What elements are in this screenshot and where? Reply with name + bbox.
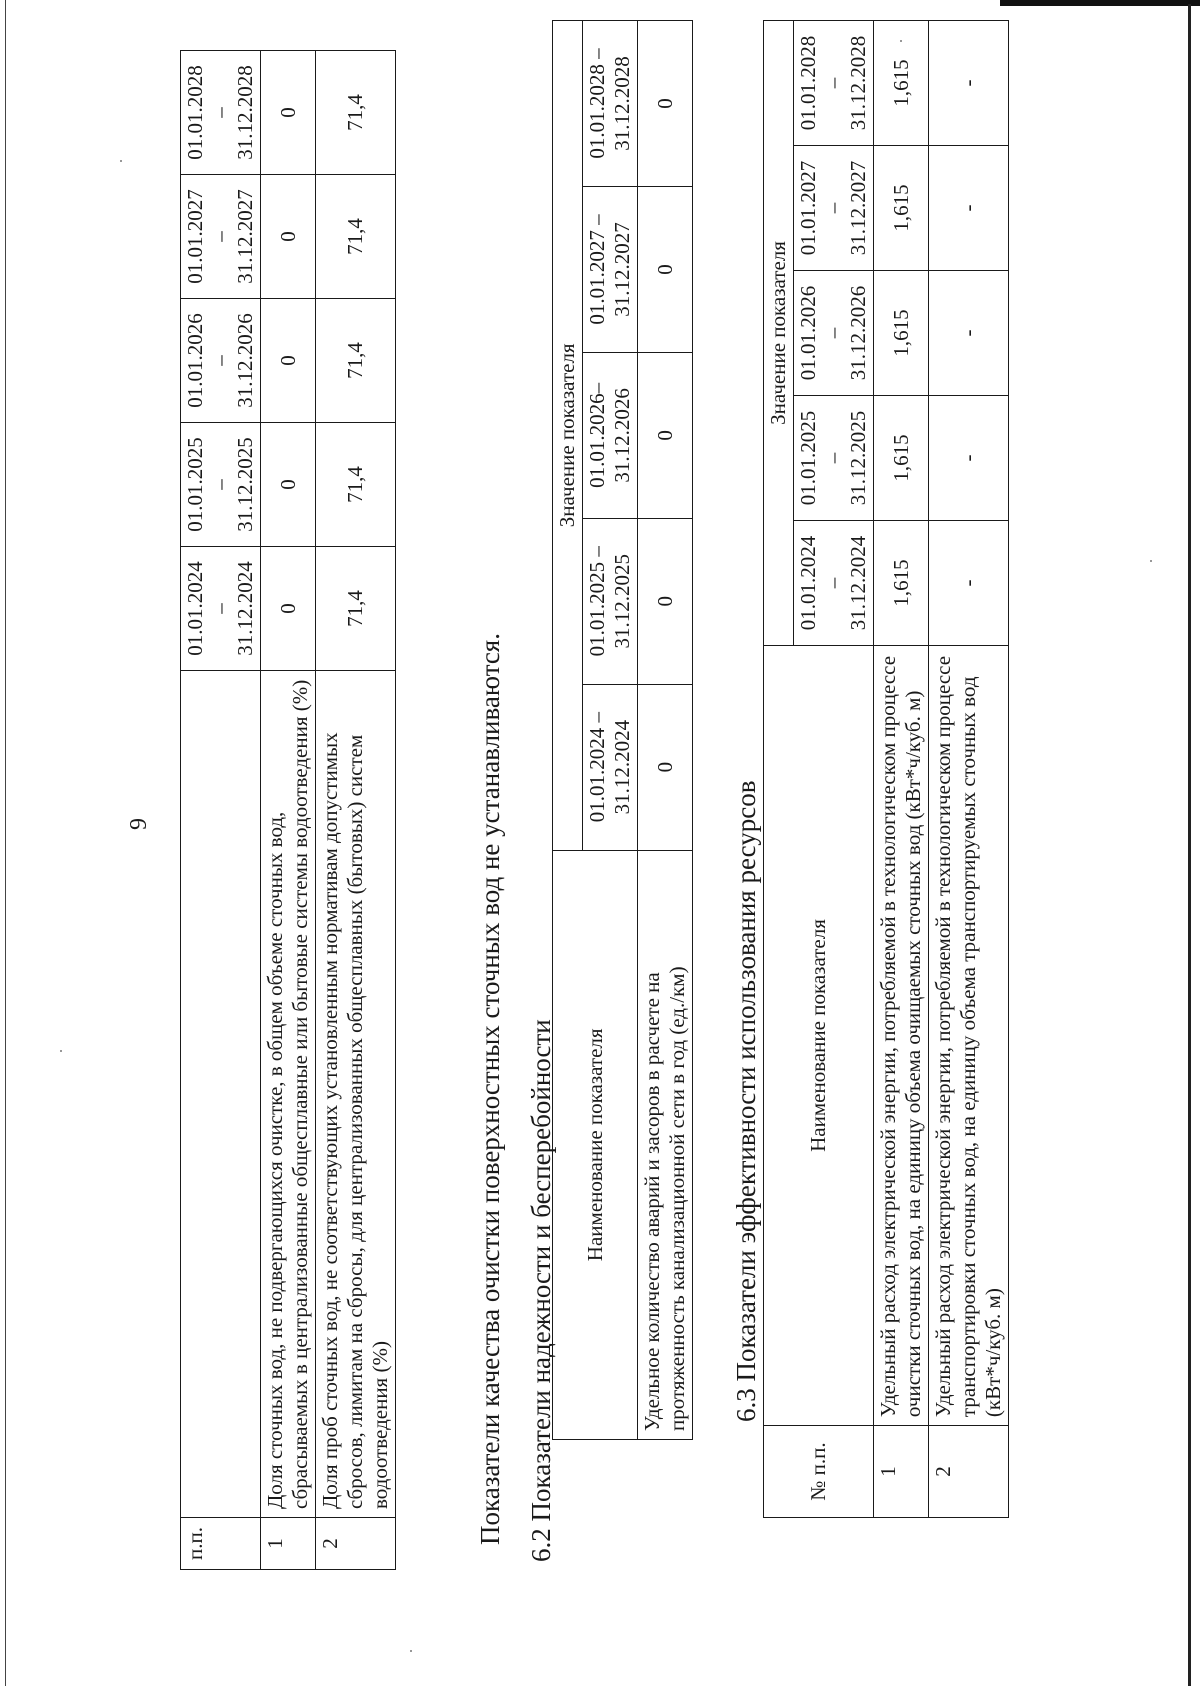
table-row xyxy=(874,21,929,1518)
column-header-num: п.п. xyxy=(181,1518,261,1570)
indicator-value: 71,4 xyxy=(316,299,396,423)
column-header-values: Значение показателя xyxy=(553,21,583,851)
table-efficiency-indicators xyxy=(763,20,1009,1518)
indicator-value: 0 xyxy=(638,684,693,850)
indicator-value: 0 xyxy=(638,352,693,518)
indicator-value: 0 xyxy=(638,186,693,352)
row-number: 1 xyxy=(874,1426,929,1518)
scan-border-right xyxy=(1188,4,1191,1686)
section-title-efficiency: 6.3 Показатели эффективности использования ресурсов xyxy=(731,780,761,1422)
table-header-row xyxy=(764,21,794,1518)
column-header-period: 01.01.2025 – 31.12.2025 xyxy=(794,395,874,520)
column-header-period: 01.01.2027 – 31.12.2027 xyxy=(794,146,874,271)
column-header-period: 01.01.2024 – 31.12.2024 xyxy=(794,520,874,645)
column-header-period: 01.01.2028 – 31.12.2028 xyxy=(181,51,261,175)
indicator-value: - xyxy=(929,271,1009,396)
indicator-value: 71,4 xyxy=(316,175,396,299)
column-header-period: 01.01.2026– 31.12.2026 xyxy=(583,352,638,518)
column-header-name xyxy=(181,670,261,1517)
indicator-value: 0 xyxy=(261,175,316,299)
column-header-period: 01.01.2026 – 31.12.2026 xyxy=(794,271,874,396)
table-quality-indicators xyxy=(180,50,396,1570)
column-header-period: 01.01.2024 – 31.12.2024 xyxy=(583,684,638,850)
column-header-period: 01.01.2025 – 31.12.2025 xyxy=(181,423,261,547)
indicator-value: 1,615 xyxy=(874,271,929,396)
column-header-period: 01.01.2028 – 31.12.2028 xyxy=(794,21,874,146)
column-header-period: 01.01.2028 – 31.12.2028 xyxy=(583,21,638,187)
surface-water-note: Показатели качества очистки поверхностных сточных вод не устанавливаются. xyxy=(475,633,505,1545)
indicator-name: Удельный расход электрической энергии, потребляемой в технологическом процессе очистки сточных вод, на единицу объема очищаемых сточных вод (кВт*ч/куб. м) xyxy=(874,645,929,1425)
indicator-value: 1,615 xyxy=(874,21,929,146)
indicator-value: 0 xyxy=(261,546,316,670)
section-title-reliability: 6.2 Показатели надежности и бесперебойности xyxy=(526,1019,556,1562)
column-header-period: 01.01.2024 – 31.12.2024 xyxy=(181,546,261,670)
indicator-name: Доля проб сточных вод, не соответствующих установленным нормативам допустимых сбросов, лимитам на сбросы, для централизованных общесплавных (бытовых) систем водоотведения (%) xyxy=(316,670,396,1517)
table-header-row xyxy=(181,51,261,1570)
scan-speck xyxy=(1150,560,1152,562)
indicator-name: Доля сточных вод, не подвергающихся очистке, в общем объеме сточных вод, сбрасываемых в централизованные общесплавные или бытовые системы водоотведения (%) xyxy=(261,670,316,1517)
row-number: 2 xyxy=(929,1426,1009,1518)
scan-border-top xyxy=(1000,0,1200,6)
indicator-value: 0 xyxy=(261,51,316,175)
row-number: 2 xyxy=(316,1518,396,1570)
column-header-period: 01.01.2027 – 31.12.2027 xyxy=(583,186,638,352)
indicator-value: 1,615 xyxy=(874,395,929,520)
table-row xyxy=(929,21,1009,1518)
column-header-name: Наименование показателя xyxy=(553,850,638,1439)
page-number: 9 xyxy=(126,818,152,830)
indicator-value: 71,4 xyxy=(316,423,396,547)
indicator-value: 1,615 xyxy=(874,520,929,645)
column-header-num: № п.п. xyxy=(764,1426,874,1518)
column-header-period: 01.01.2027 – 31.12.2027 xyxy=(181,175,261,299)
table-row xyxy=(261,51,316,1570)
row-number: 1 xyxy=(261,1518,316,1570)
indicator-value: - xyxy=(929,395,1009,520)
column-header-period: 01.01.2025 – 31.12.2025 xyxy=(583,518,638,684)
indicator-value: 1,615 xyxy=(874,146,929,271)
table-row xyxy=(638,21,693,1440)
indicator-value: - xyxy=(929,520,1009,645)
column-header-values: Значение показателя xyxy=(764,21,794,646)
indicator-value: - xyxy=(929,146,1009,271)
indicator-name: Удельный расход электрической энергии, потребляемой в технологическом процессе транспортировки сточных вод, на единицу объема транспортируемых сточных вод (кВт*ч/куб. м) xyxy=(929,645,1009,1425)
table-header-row xyxy=(553,21,583,1440)
column-header-name: Наименование показателя xyxy=(764,645,874,1425)
indicator-value: 0 xyxy=(261,299,316,423)
indicator-name: Удельное количество аварий и засоров в расчете на протяженность канализационной сети в год (ед./км) xyxy=(638,850,693,1439)
indicator-value: 0 xyxy=(261,423,316,547)
table-row xyxy=(316,51,396,1570)
indicator-value: 71,4 xyxy=(316,51,396,175)
column-header-period: 01.01.2026 – 31.12.2026 xyxy=(181,299,261,423)
scan-speck xyxy=(410,1650,412,1652)
indicator-value: 71,4 xyxy=(316,546,396,670)
table-reliability-indicators xyxy=(552,20,693,1440)
indicator-value: 0 xyxy=(638,21,693,187)
indicator-value: 0 xyxy=(638,518,693,684)
indicator-value: - xyxy=(929,21,1009,146)
